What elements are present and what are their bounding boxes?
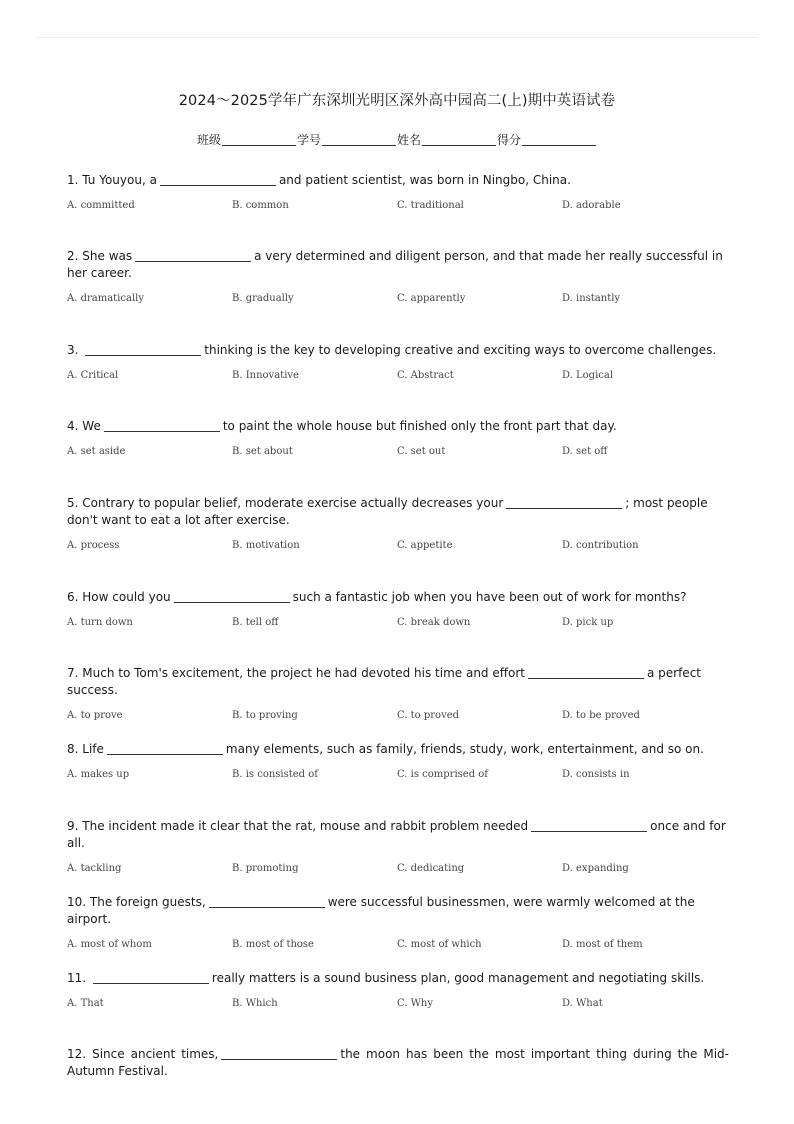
option-d: D. adorable [562,200,621,211]
score-blank [522,145,596,146]
option-c: C. break down [397,617,471,628]
stem-after-blank: the moon has been the most important thing during the Mid-Autumn Festival. [67,1047,729,1078]
question-stem [67,248,729,282]
option-d: D. contribution [562,540,639,551]
option-a: A. makes up [67,769,130,780]
stem-after-blank: a very determined and diligent person, and that made her really successful in her career. [67,249,723,280]
stem-before-blank: We [82,419,101,433]
question-1 [67,172,729,211]
stem-after-blank: such a fantastic job when you have been out of work for months? [292,590,687,604]
id-blank [322,145,396,146]
question-7 [67,665,729,721]
question-4 [67,418,729,457]
option-d: D. What [562,998,603,1009]
option-b: B. motivation [232,540,300,551]
option-c: C. dedicating [397,863,465,874]
options-row [67,707,729,721]
option-a: A. most of whom [67,939,152,950]
question-stem [67,894,729,928]
option-b: B. Which [232,998,278,1009]
options-row [67,443,729,457]
option-c: C. most of which [397,939,482,950]
question-number: 2. [67,249,79,263]
option-c: C. apparently [397,293,466,304]
question-stem [67,172,729,189]
question-number: 12. [67,1047,87,1061]
stem-before-blank: The incident made it clear that the rat, mouse and rabbit problem needed [82,819,529,833]
option-d: D. to be proved [562,710,640,721]
stem-before-blank: Tu Youyou, a [82,173,157,187]
options-row [67,290,729,304]
question-number: 1. [67,173,79,187]
student-info-line [0,131,794,148]
stem-before-blank: Much to Tom's excitement, the project he had devoted his time and effort [82,666,525,680]
answer-blank [221,1049,337,1060]
question-6 [67,589,729,628]
option-d: D. set off [562,446,608,457]
option-b: B. promoting [232,863,299,874]
option-b: B. tell off [232,617,279,628]
stem-after-blank: a perfect success. [67,666,701,697]
class-label: 班级 [196,133,221,147]
question-stem [67,342,729,359]
page-top-rule [36,37,758,38]
question-stem [67,741,729,758]
option-a: A. dramatically [67,293,144,304]
question-number: 6. [67,590,79,604]
option-a: A. committed [67,200,135,211]
question-2 [67,248,729,304]
option-b: B. set about [232,446,293,457]
question-stem [67,418,729,435]
stem-before-blank: She was [82,249,133,263]
option-d: D. most of them [562,939,643,950]
stem-after-blank: and patient scientist, was born in Ningbo, China. [278,173,571,187]
answer-blank [160,175,276,186]
option-d: D. expanding [562,863,629,874]
stem-after-blank: ; most people don't want to eat a lot after exercise. [67,496,708,527]
option-b: B. Innovative [232,370,299,381]
option-d: D. instantly [562,293,621,304]
id-label: 学号 [296,133,321,147]
options-row [67,537,729,551]
option-a: A. to prove [67,710,123,721]
option-c: C. set out [397,446,446,457]
question-stem [67,818,729,852]
options-row [67,995,729,1009]
stem-before-blank: Contrary to popular belief, moderate exercise actually decreases your [82,496,504,510]
stem-after-blank: many elements, such as family, friends, study, work, entertainment, and so on. [225,742,704,756]
option-c: C. appetite [397,540,453,551]
stem-before-blank: Since ancient times, [92,1047,219,1061]
stem-before-blank: Life [82,742,104,756]
option-c: C. to proved [397,710,460,721]
question-10 [67,894,729,950]
option-a: A. set aside [67,446,126,457]
options-row [67,936,729,950]
stem-before-blank: How could you [82,590,171,604]
option-a: A. tackling [67,863,122,874]
question-number: 7. [67,666,79,680]
name-blank [422,145,496,146]
stem-after-blank: were successful businessmen, were warmly welcomed at the airport. [67,895,695,926]
options-row [67,367,729,381]
option-c: C. Why [397,998,434,1009]
name-label: 姓名 [397,133,422,147]
answer-blank [135,251,251,262]
option-a: A. Critical [67,370,119,381]
answer-blank [528,668,644,679]
option-b: B. to proving [232,710,298,721]
option-b: B. gradually [232,293,294,304]
answer-blank [506,498,622,509]
answer-blank [174,592,290,603]
question-9 [67,818,729,874]
question-number: 4. [67,419,79,433]
question-5 [67,495,729,551]
option-c: C. is comprised of [397,769,488,780]
option-b: B. is consisted of [232,769,318,780]
question-8 [67,741,729,780]
question-number: 5. [67,496,79,510]
stem-after-blank: really matters is a sound business plan, good management and negotiating skills. [211,971,705,985]
option-a: A. process [67,540,120,551]
question-12 [67,1046,729,1080]
option-d: D. pick up [562,617,614,628]
answer-blank [85,345,201,356]
question-stem [67,1046,729,1080]
option-b: B. common [232,200,289,211]
stem-before-blank: The foreign guests, [89,895,206,909]
option-c: C. Abstract [397,370,454,381]
answer-blank [531,821,647,832]
option-a: A. turn down [67,617,133,628]
question-11 [67,970,729,1009]
options-row [67,614,729,628]
option-b: B. most of those [232,939,314,950]
answer-blank [104,421,220,432]
option-c: C. traditional [397,200,464,211]
options-row [67,860,729,874]
question-number: 11. [67,971,87,985]
options-row [67,197,729,211]
answer-blank [93,973,209,984]
question-stem [67,589,729,606]
stem-after-blank: thinking is the key to developing creative and exciting ways to overcome challenges. [204,343,717,357]
question-stem [67,970,729,987]
option-a: A. That [67,998,104,1009]
option-d: D. Logical [562,370,614,381]
stem-after-blank: to paint the whole house but finished only the front part that day. [222,419,617,433]
answer-blank [209,897,325,908]
question-number: 8. [67,742,79,756]
score-label: 得分 [497,133,522,147]
question-number: 10. [67,895,87,909]
option-d: D. consists in [562,769,630,780]
options-row [67,766,729,780]
question-number: 3. [67,343,79,357]
stem-after-blank: once and for all. [67,819,726,850]
exam-title: 2024～2025学年广东深圳光明区深外高中园高二(上)期中英语试卷 [178,93,616,109]
question-stem [67,665,729,699]
class-blank [222,145,296,146]
question-stem [67,495,729,529]
question-3 [67,342,729,381]
question-number: 9. [67,819,79,833]
answer-blank [107,744,223,755]
